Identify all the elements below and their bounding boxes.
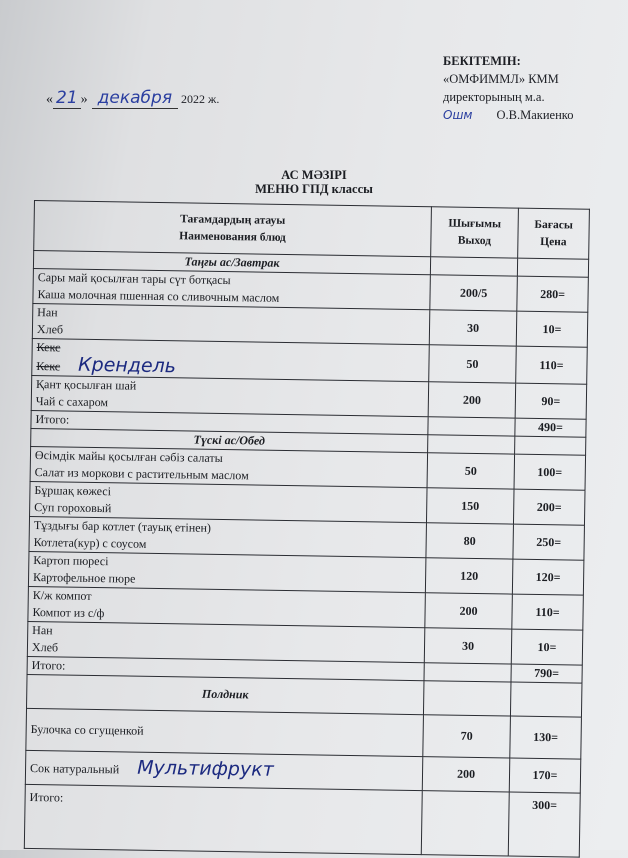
date-year: 2022 ж.: [181, 92, 220, 106]
date-close-quote: »: [80, 92, 88, 107]
approval-org: «ОМФИММЛ» КММ: [443, 72, 559, 86]
date-month: декабря: [92, 88, 178, 109]
table-row: Нан Хлеб 30 10=: [27, 621, 582, 665]
document-date: [46, 88, 219, 109]
header-name: Тағамдардың атауы Наименования блюд: [34, 201, 432, 257]
approval-title: БЕКІТЕМІН:: [443, 54, 521, 68]
director-signature: Ошм: [443, 108, 473, 122]
table-row: Кекс Кекс Крендель 50 110=: [32, 338, 588, 384]
table-row: Сары май қосылған тары сүт ботқасы Каша молочная пшенная со сливочным маслом 200/5 280=: [33, 268, 588, 312]
section-lunch: Түскі ас/Обед: [31, 428, 586, 455]
approval-block: [443, 52, 573, 124]
table-row: Өсімдік майы қосылған сәбіз салаты Салат из моркови с растительным маслом 50 100=: [30, 446, 585, 490]
table-row: Бұршақ көжесі Суп гороховый 150 200=: [30, 481, 585, 525]
director-name: О.В.Макиенко: [496, 108, 574, 122]
header-output: Шығымы Выход: [431, 207, 519, 258]
handwritten-correction: Мультифрукт: [137, 756, 274, 781]
section-snack: Полдник: [27, 674, 582, 717]
table-row: Булочка со сгущенкой 70 130=: [26, 708, 582, 759]
section-breakfast: Таңғы ас/Завтрак: [33, 251, 588, 278]
table-header-row: [34, 201, 590, 260]
table-row: Сок натуральный Мультифрукт 200 170=: [25, 750, 580, 793]
menu-table: [24, 200, 590, 858]
table-row: К/ж компот Компот из с/ф 200 110=: [28, 586, 583, 630]
total-row: Итого: 790=: [27, 656, 582, 683]
table-row: Нан Хлеб 30 10=: [32, 303, 587, 347]
total-row: Итого: 490=: [31, 410, 586, 437]
header-price: Бағасы Цена: [518, 208, 590, 259]
approval-position: директорының м.а.: [443, 90, 545, 104]
date-day: 21: [53, 88, 81, 109]
table-row: Қант қосылған шай Чай с сахаром 200 90=: [31, 375, 586, 419]
menu-subtitle: МЕНЮ ГПД классы: [255, 182, 373, 196]
table-row: Тұздығы бар котлет (тауық етінен) Котлета(кур) с соусом 80 250=: [29, 516, 584, 560]
handwritten-correction: Крендель: [77, 353, 177, 378]
date-open-quote: «: [46, 92, 53, 107]
table-row: Картоп пюресі Картофельное пюре 120 120=: [28, 551, 583, 595]
total-row: Итого: 300=: [24, 784, 580, 857]
menu-title: АС МӘЗІРІ: [281, 168, 347, 182]
